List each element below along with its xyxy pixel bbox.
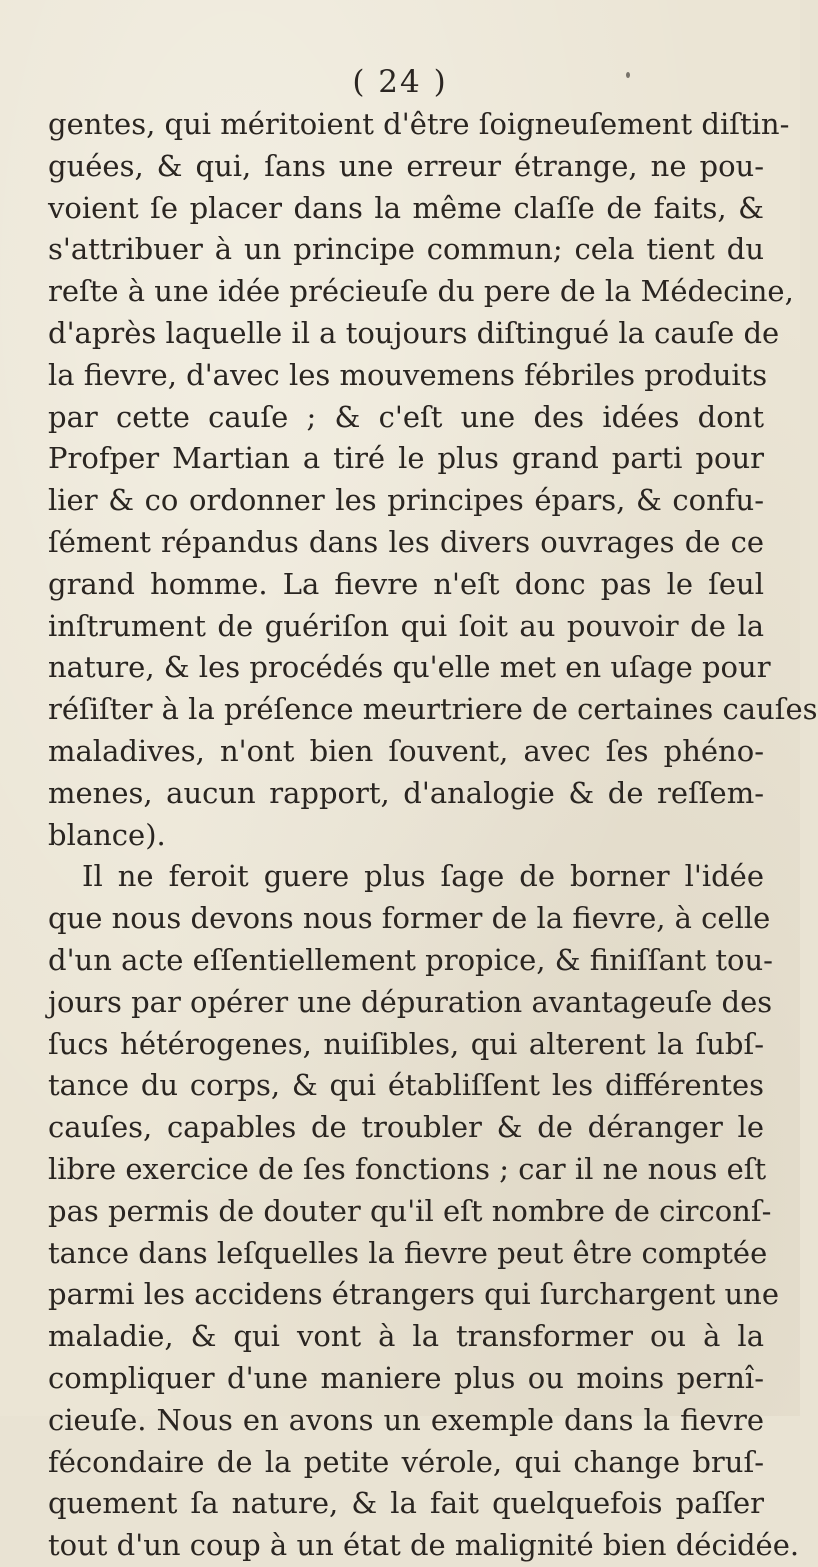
text-line: voient ſe placer dans la même claſſe de faits, & <box>48 190 764 225</box>
text-line: blance). <box>48 817 166 852</box>
text-line: d'après laquelle il a toujours diſtingué la cauſe de <box>48 315 780 350</box>
text-line: nature, & les procédés qu'elle met en uſage pour <box>48 650 771 685</box>
page-number: ( 24 ) <box>352 64 448 100</box>
text-line: ſucs hétérogenes, nuiſibles, qui alterent la ſubſ- <box>48 1026 764 1061</box>
text-line: gentes, qui méritoient d'être ſoigneuſement diſtin- <box>48 107 790 141</box>
text-line: jours par opérer une dépuration avantageuſe des <box>48 984 773 1019</box>
text-line: libre exercice de ſes fonctions ; car il ne nous eſt <box>48 1151 767 1186</box>
text-line: tance du corps, & qui établiſſent les différentes <box>48 1068 764 1103</box>
text-line: la fievre, d'avec les mouvemens fébriles produits <box>48 357 768 392</box>
text-line: menes, aucun rapport, d'analogie & de reſſem- <box>48 775 764 810</box>
text-line: compliquer d'une maniere plus ou moins pernî- <box>48 1360 764 1395</box>
text-line: guées, & qui, ſans une erreur étrange, ne pou- <box>48 148 764 183</box>
text-line: quement ſa nature, & la fait quelquefois paſſer <box>48 1486 764 1521</box>
text-line: s'attribuer à un principe commun; cela tient du <box>48 232 764 267</box>
text-line: pas permis de douter qu'il eſt nombre de circonſ- <box>48 1193 772 1228</box>
text-line: cauſes, capables de troubler & de déranger le <box>48 1110 764 1145</box>
text-line: tance dans leſquelles la fievre peut être comptée <box>48 1235 768 1270</box>
text-line: d'un acte eſſentiellement propice, & finiſſant tou- <box>48 942 773 977</box>
text-line: parmi les accidens étrangers qui ſurchargent une <box>48 1277 780 1312</box>
ink-speck <box>626 72 630 78</box>
text-line: Il ne feroit guere plus ſage de borner l'idée <box>82 859 764 894</box>
text-line: par cette cauſe ; & c'eſt une des idées dont <box>48 399 764 434</box>
text-line: Profper Martian a tiré le plus grand parti pour <box>48 441 764 476</box>
text-line: réſiſter à la préſence meurtriere de certaines cauſes <box>48 692 818 727</box>
text-line: fécondaire de la petite vérole, qui change bruſ- <box>48 1444 764 1479</box>
text-line: maladie, & qui vont à la transformer ou à la <box>48 1319 764 1354</box>
text-line: grand homme. La fievre n'eſt donc pas le ſeul <box>48 566 764 601</box>
text-line: cieuſe. Nous en avons un exemple dans la fievre <box>48 1402 764 1437</box>
text-line: que nous devons nous former de la fievre, à celle <box>48 901 771 936</box>
text-line: lier & co ordonner les principes épars, & confu- <box>48 483 764 518</box>
text-line: reſte à une idée précieuſe du pere de la Médecine, <box>48 274 794 309</box>
text-line: ſément répandus dans les divers ouvrages de ce <box>48 524 764 559</box>
text-line: inſtrument de guériſon qui ſoit au pouvoir de la <box>48 608 764 643</box>
page-text <box>48 104 818 1567</box>
text-line: maladives, n'ont bien ſouvent, avec ſes phéno- <box>48 733 764 768</box>
text-line: tout d'un coup à un état de malignité bien décidée. <box>48 1528 800 1563</box>
